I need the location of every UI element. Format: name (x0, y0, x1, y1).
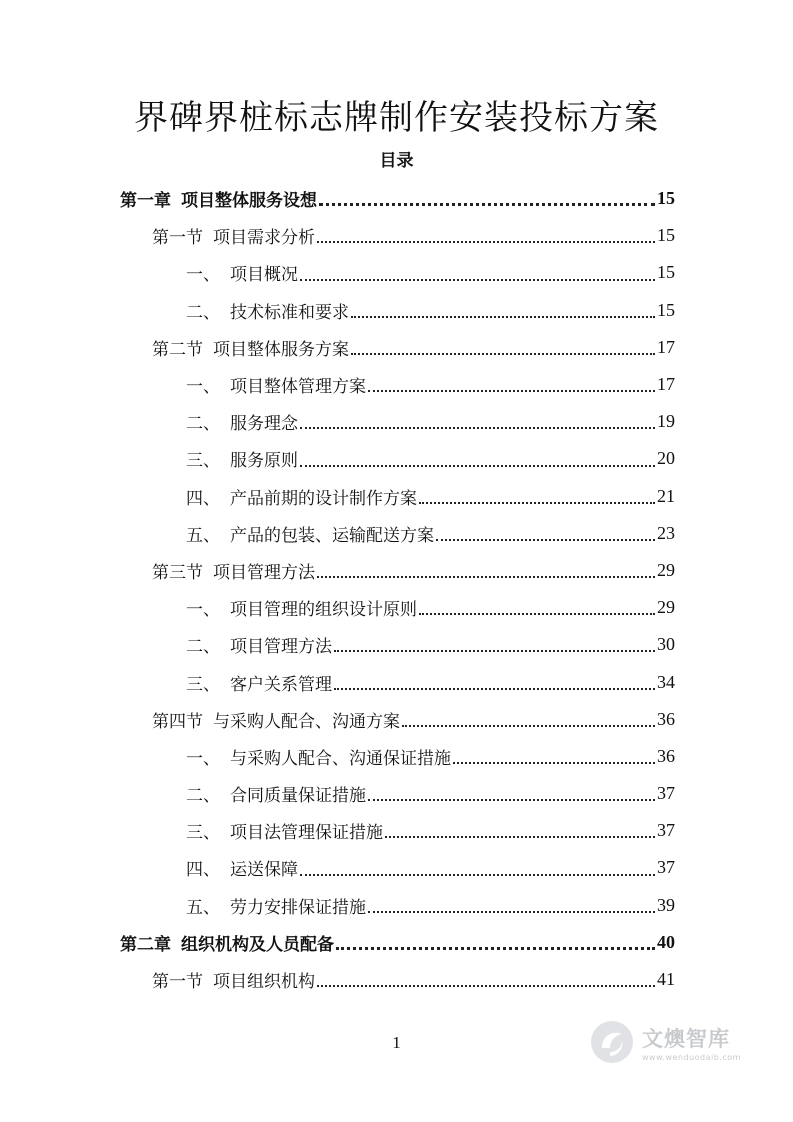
toc-entry-page: 29 (657, 559, 675, 580)
toc-entry-number: 一、 (186, 377, 220, 398)
wenduo-logo-icon (588, 1018, 636, 1066)
toc-entry[interactable] (120, 589, 675, 626)
toc-dot-leader (351, 315, 655, 318)
toc-dot-leader (319, 202, 655, 206)
toc-entry-label (186, 446, 298, 471)
toc-entry-label (186, 855, 298, 880)
toc-dot-leader (336, 946, 655, 950)
toc-entry-label (186, 893, 366, 918)
toc-entry-page: 39 (657, 894, 675, 915)
toc-entry-number: 五、 (186, 525, 220, 546)
toc-entry-page: 36 (657, 745, 675, 766)
toc-entry-label (186, 372, 366, 397)
toc-entry[interactable] (120, 366, 675, 403)
toc-entry-text: 项目管理的组织设计原则 (230, 600, 417, 621)
toc-entry-label (186, 744, 451, 769)
toc-entry-text: 与采购人配合、沟通保证措施 (230, 748, 451, 769)
toc-entry[interactable] (120, 515, 675, 552)
toc-entry-page: 15 (657, 299, 675, 320)
toc-entry-page: 21 (657, 485, 675, 506)
toc-dot-leader (300, 464, 655, 467)
toc-entry-label (186, 632, 332, 657)
toc-entry-label (186, 260, 298, 285)
watermark (588, 1018, 741, 1066)
toc-entry-text: 服务理念 (230, 414, 298, 435)
toc-entry-text: 项目法管理保证措施 (230, 823, 383, 844)
toc-entry-label (186, 818, 383, 843)
toc-dot-leader (334, 687, 655, 690)
toc-dot-leader (300, 873, 655, 876)
toc-entry-text: 合同质量保证措施 (230, 786, 366, 807)
toc-dot-leader (453, 761, 655, 764)
toc-entry-page: 15 (657, 225, 675, 246)
toc-entry[interactable] (120, 961, 675, 998)
toc-entry-number: 一、 (186, 600, 220, 621)
toc-entry-number: 第二节 (152, 339, 203, 360)
toc-entry-label (186, 670, 332, 695)
toc-dot-leader (317, 240, 655, 243)
toc-entry-page: 17 (657, 336, 675, 357)
toc-entry[interactable] (120, 254, 675, 291)
toc-entry-number: 二、 (186, 637, 220, 658)
toc-dot-leader (419, 501, 655, 504)
toc-entry-text: 客户关系管理 (230, 674, 332, 695)
toc-entry-number: 五、 (186, 897, 220, 918)
toc-entry-label (152, 558, 315, 583)
toc-dot-leader (300, 278, 655, 281)
toc-entry-number: 第二章 (120, 934, 171, 955)
toc-entry-number: 一、 (186, 265, 220, 286)
toc-entry-number: 第四节 (152, 711, 203, 732)
toc-entry-page: 29 (657, 597, 675, 618)
toc-entry-page: 36 (657, 708, 675, 729)
toc-entry-text: 服务原则 (230, 451, 298, 472)
toc-entry[interactable] (120, 663, 675, 700)
toc-entry[interactable] (120, 217, 675, 254)
toc-dot-leader (317, 575, 655, 578)
toc-entry-page: 23 (657, 522, 675, 543)
toc-entry[interactable] (120, 775, 675, 812)
toc-entry-number: 三、 (186, 451, 220, 472)
table-of-contents (120, 180, 675, 998)
toc-entry-page: 17 (657, 374, 675, 395)
toc-entry-text: 项目整体管理方案 (230, 377, 366, 398)
toc-entry[interactable] (120, 849, 675, 886)
toc-entry-text: 产品的包装、运输配送方案 (230, 525, 434, 546)
toc-entry-number: 第一节 (152, 228, 203, 249)
toc-entry-text: 技术标准和要求 (230, 302, 349, 323)
toc-entry-number: 三、 (186, 823, 220, 844)
page-number: 1 (392, 1033, 401, 1052)
toc-dot-leader (436, 538, 655, 541)
toc-entry-text: 项目管理方法 (230, 637, 332, 658)
toc-entry-page: 41 (657, 969, 675, 990)
toc-entry-label (186, 409, 298, 434)
toc-entry-label (186, 781, 366, 806)
toc-entry-number: 四、 (186, 860, 220, 881)
toc-entry-page: 37 (657, 820, 675, 841)
toc-entry-number: 一、 (186, 748, 220, 769)
toc-entry-text: 项目概况 (230, 265, 298, 286)
toc-entry-label (186, 521, 434, 546)
toc-entry-page: 37 (657, 783, 675, 804)
toc-entry[interactable] (120, 552, 675, 589)
toc-entry-label (186, 595, 417, 620)
toc-dot-leader (300, 426, 655, 429)
toc-entry-text: 项目组织机构 (213, 972, 315, 993)
toc-entry-label (152, 967, 315, 992)
toc-entry-text: 与采购人配合、沟通方案 (213, 711, 400, 732)
toc-entry[interactable] (120, 812, 675, 849)
toc-entry-page: 37 (657, 857, 675, 878)
toc-entry-number: 第一章 (120, 191, 171, 212)
toc-entry[interactable] (120, 701, 675, 738)
toc-entry-text: 项目整体服务设想 (181, 191, 317, 212)
toc-entry-page: 40 (657, 931, 675, 952)
toc-entry-number: 第一节 (152, 972, 203, 993)
toc-entry-number: 四、 (186, 488, 220, 509)
toc-entry-label (152, 223, 315, 248)
toc-entry[interactable] (120, 329, 675, 366)
toc-entry[interactable] (120, 180, 675, 217)
toc-dot-leader (385, 835, 655, 838)
watermark-name: 文燠智库 (642, 1026, 730, 1051)
watermark-url: www.wenduodaib.com (642, 1052, 741, 1062)
toc-entry-text: 劳力安排保证措施 (230, 897, 366, 918)
toc-entry-page: 30 (657, 634, 675, 655)
toc-dot-leader (419, 612, 655, 615)
toc-entry[interactable] (120, 478, 675, 515)
toc-dot-leader (351, 352, 655, 355)
toc-entry[interactable] (120, 292, 675, 329)
toc-entry-page: 15 (657, 188, 675, 209)
toc-entry-text: 组织机构及人员配备 (181, 934, 334, 955)
toc-entry[interactable] (120, 440, 675, 477)
toc-dot-leader (334, 649, 655, 652)
toc-entry-text: 运送保障 (230, 860, 298, 881)
toc-heading: 目录 (379, 151, 414, 171)
toc-entry-text: 项目管理方法 (213, 562, 315, 583)
toc-entry[interactable] (120, 887, 675, 924)
toc-entry[interactable] (120, 403, 675, 440)
toc-entry-label (152, 707, 400, 732)
toc-dot-leader (368, 798, 655, 801)
toc-entry-page: 20 (657, 448, 675, 469)
toc-dot-leader (368, 389, 655, 392)
toc-entry-number: 二、 (186, 414, 220, 435)
toc-entry-number: 第三节 (152, 562, 203, 583)
toc-entry-page: 15 (657, 262, 675, 283)
toc-entry-text: 项目需求分析 (213, 228, 315, 249)
toc-entry-page: 19 (657, 411, 675, 432)
toc-entry-number: 二、 (186, 786, 220, 807)
toc-entry-text: 项目整体服务方案 (213, 339, 349, 360)
toc-entry-label (152, 335, 349, 360)
document-title: 界碑界桩标志牌制作安装投标方案 (134, 98, 659, 138)
toc-entry-page: 34 (657, 671, 675, 692)
toc-entry-label (120, 186, 317, 211)
toc-entry[interactable] (120, 626, 675, 663)
toc-entry-label (120, 930, 334, 955)
toc-dot-leader (402, 724, 655, 727)
toc-entry[interactable] (120, 924, 675, 961)
toc-entry-text: 产品前期的设计制作方案 (230, 488, 417, 509)
toc-entry-label (186, 484, 417, 509)
toc-entry-label (186, 298, 349, 323)
toc-entry-number: 二、 (186, 302, 220, 323)
toc-entry[interactable] (120, 738, 675, 775)
toc-entry-number: 三、 (186, 674, 220, 695)
toc-dot-leader (368, 910, 655, 913)
toc-dot-leader (317, 984, 655, 987)
